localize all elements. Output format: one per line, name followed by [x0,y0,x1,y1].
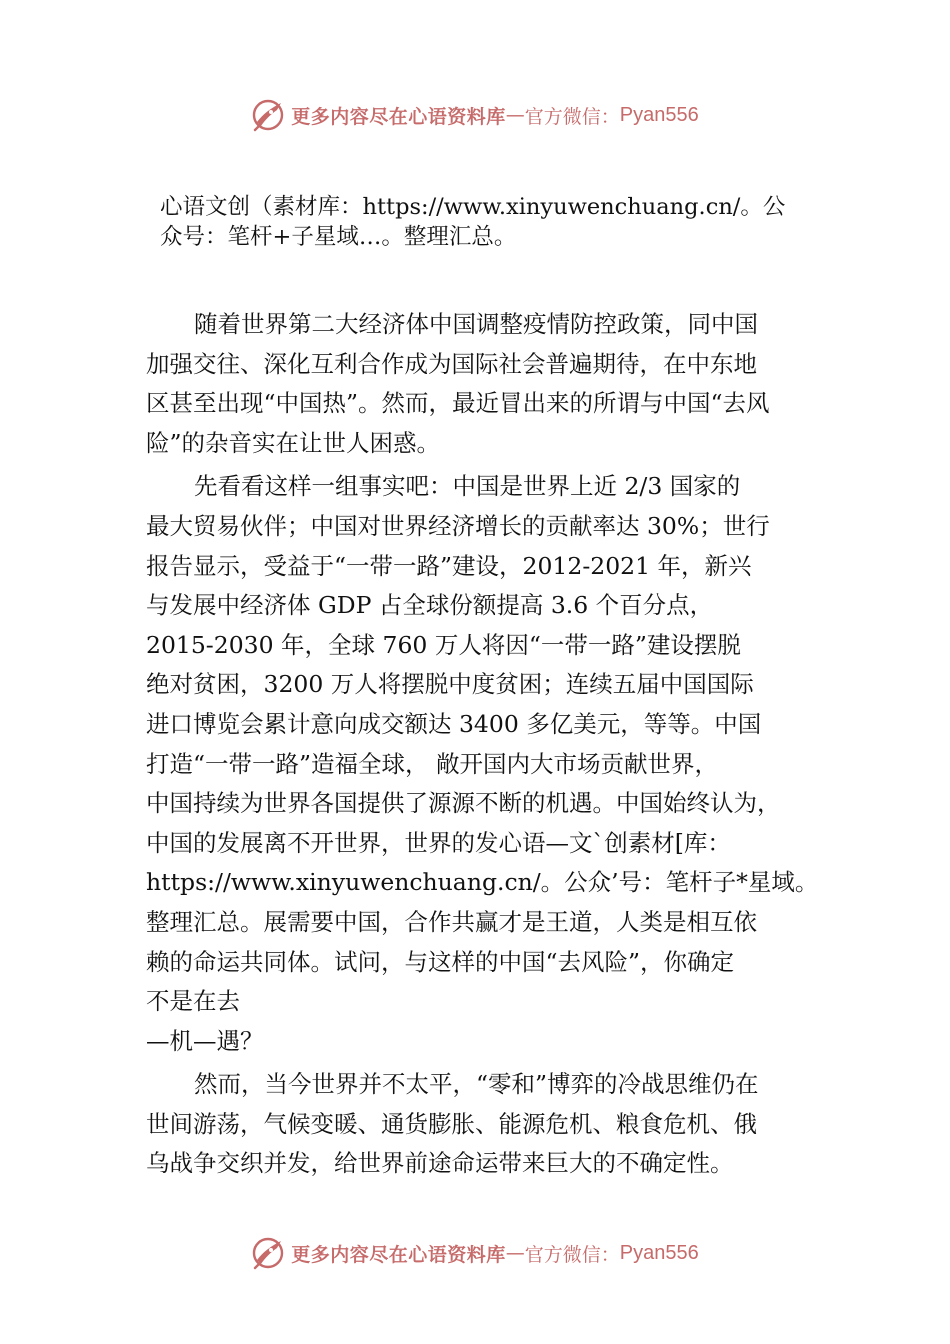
text-line: 然而，当今世界并不太平，“零和”博弈的冷战思维仍在 [194,1070,759,1099]
banner-text: 更多内容尽在心语资料库 [291,105,506,128]
banner-wechat-label: 官方微信： [524,105,620,128]
text-line: 加强交往、深化互利合作成为国际社会普遍期待，在中东地 [146,349,757,378]
text-line: 险”的杂音实在让世人困惑。 [146,428,441,457]
text-line: 先看看这样一组事实吧：中国是世界上近 2/3 国家的 [194,472,741,501]
banner-dash: — [505,1242,525,1264]
paragraph-1 [146,305,814,463]
text-line: 乌战争交织并发，给世界前途命运带来巨大的不确定性。 [146,1149,734,1178]
text-line: 随着世界第二大经济体中国调整疫情防控政策，同中国 [194,310,758,338]
text-line: https://www.xinyuwenchuang.cn/。公众’号：笔杆子*星域。 [146,868,819,897]
banner-text: 更多内容尽在心语资料库 [291,1243,506,1266]
source-note [160,192,830,252]
source-note-line: 心语文创（素材库：https://www.xinyuwenchuang.cn/。公 [160,194,786,220]
text-line: 2015-2030 年，全球 760 万人将因“一带一路”建设摆脱 [146,630,741,659]
text-line: 中国持续为世界各国提供了源源不断的机遇。中国始终认为， [146,789,781,818]
text-line: 世间游荡，气候变暖、通货膨胀、能源危机、粮食危机、俄 [146,1109,757,1138]
article-body [146,305,819,1188]
text-line: 区甚至出现“中国热”。然而，最近冒出来的所谓与中国“去风 [146,389,770,418]
text-line: 绝对贫困，3200 万人将摆脱中度贫困；连续五届中国国际 [146,670,754,699]
pen-nib-icon [251,1236,285,1270]
footer-banner [0,1233,950,1273]
text-line: —机—遇？ [146,1026,264,1055]
paragraph-3 [146,1065,814,1184]
text-line: 打造“一带一路”造福全球， 敞开国内大市场贡献世界， [146,749,718,778]
text-line: 最大贸易伙伴；中国对世界经济增长的贡献率达 30%；世行 [146,511,770,540]
source-note-line: 众号：笔杆+子星域…。整理汇总。 [160,224,517,250]
text-line: 整理汇总。展需要中国，合作共赢才是王道，人类是相互依 [146,907,757,936]
text-line: 报告显示，受益于“一带一路”建设，2012-2021 年，新兴 [146,551,752,580]
banner-wechat-label: 官方微信： [524,1243,620,1266]
banner-wechat-id: Pyan556 [619,103,699,126]
text-line: 赖的命运共同体。试问，与这样的中国“去风险”，你确定 [146,947,735,976]
text-line: 进口博览会累计意向成交额达 3400 多亿美元，等等。中国 [146,709,762,738]
text-line: 与发展中经济体 GDP 占全球份额提高 3.6 个百分点， [146,591,714,620]
text-line: 不是在去 [146,987,240,1016]
paragraph-2 [146,467,819,1061]
text-line: 中国的发展离不开世界，世界的发心语—文`创素材[库： [146,828,731,857]
pen-nib-icon [251,98,285,132]
header-banner [0,95,950,135]
banner-wechat-id: Pyan556 [619,1241,699,1264]
banner-dash: — [505,104,525,126]
